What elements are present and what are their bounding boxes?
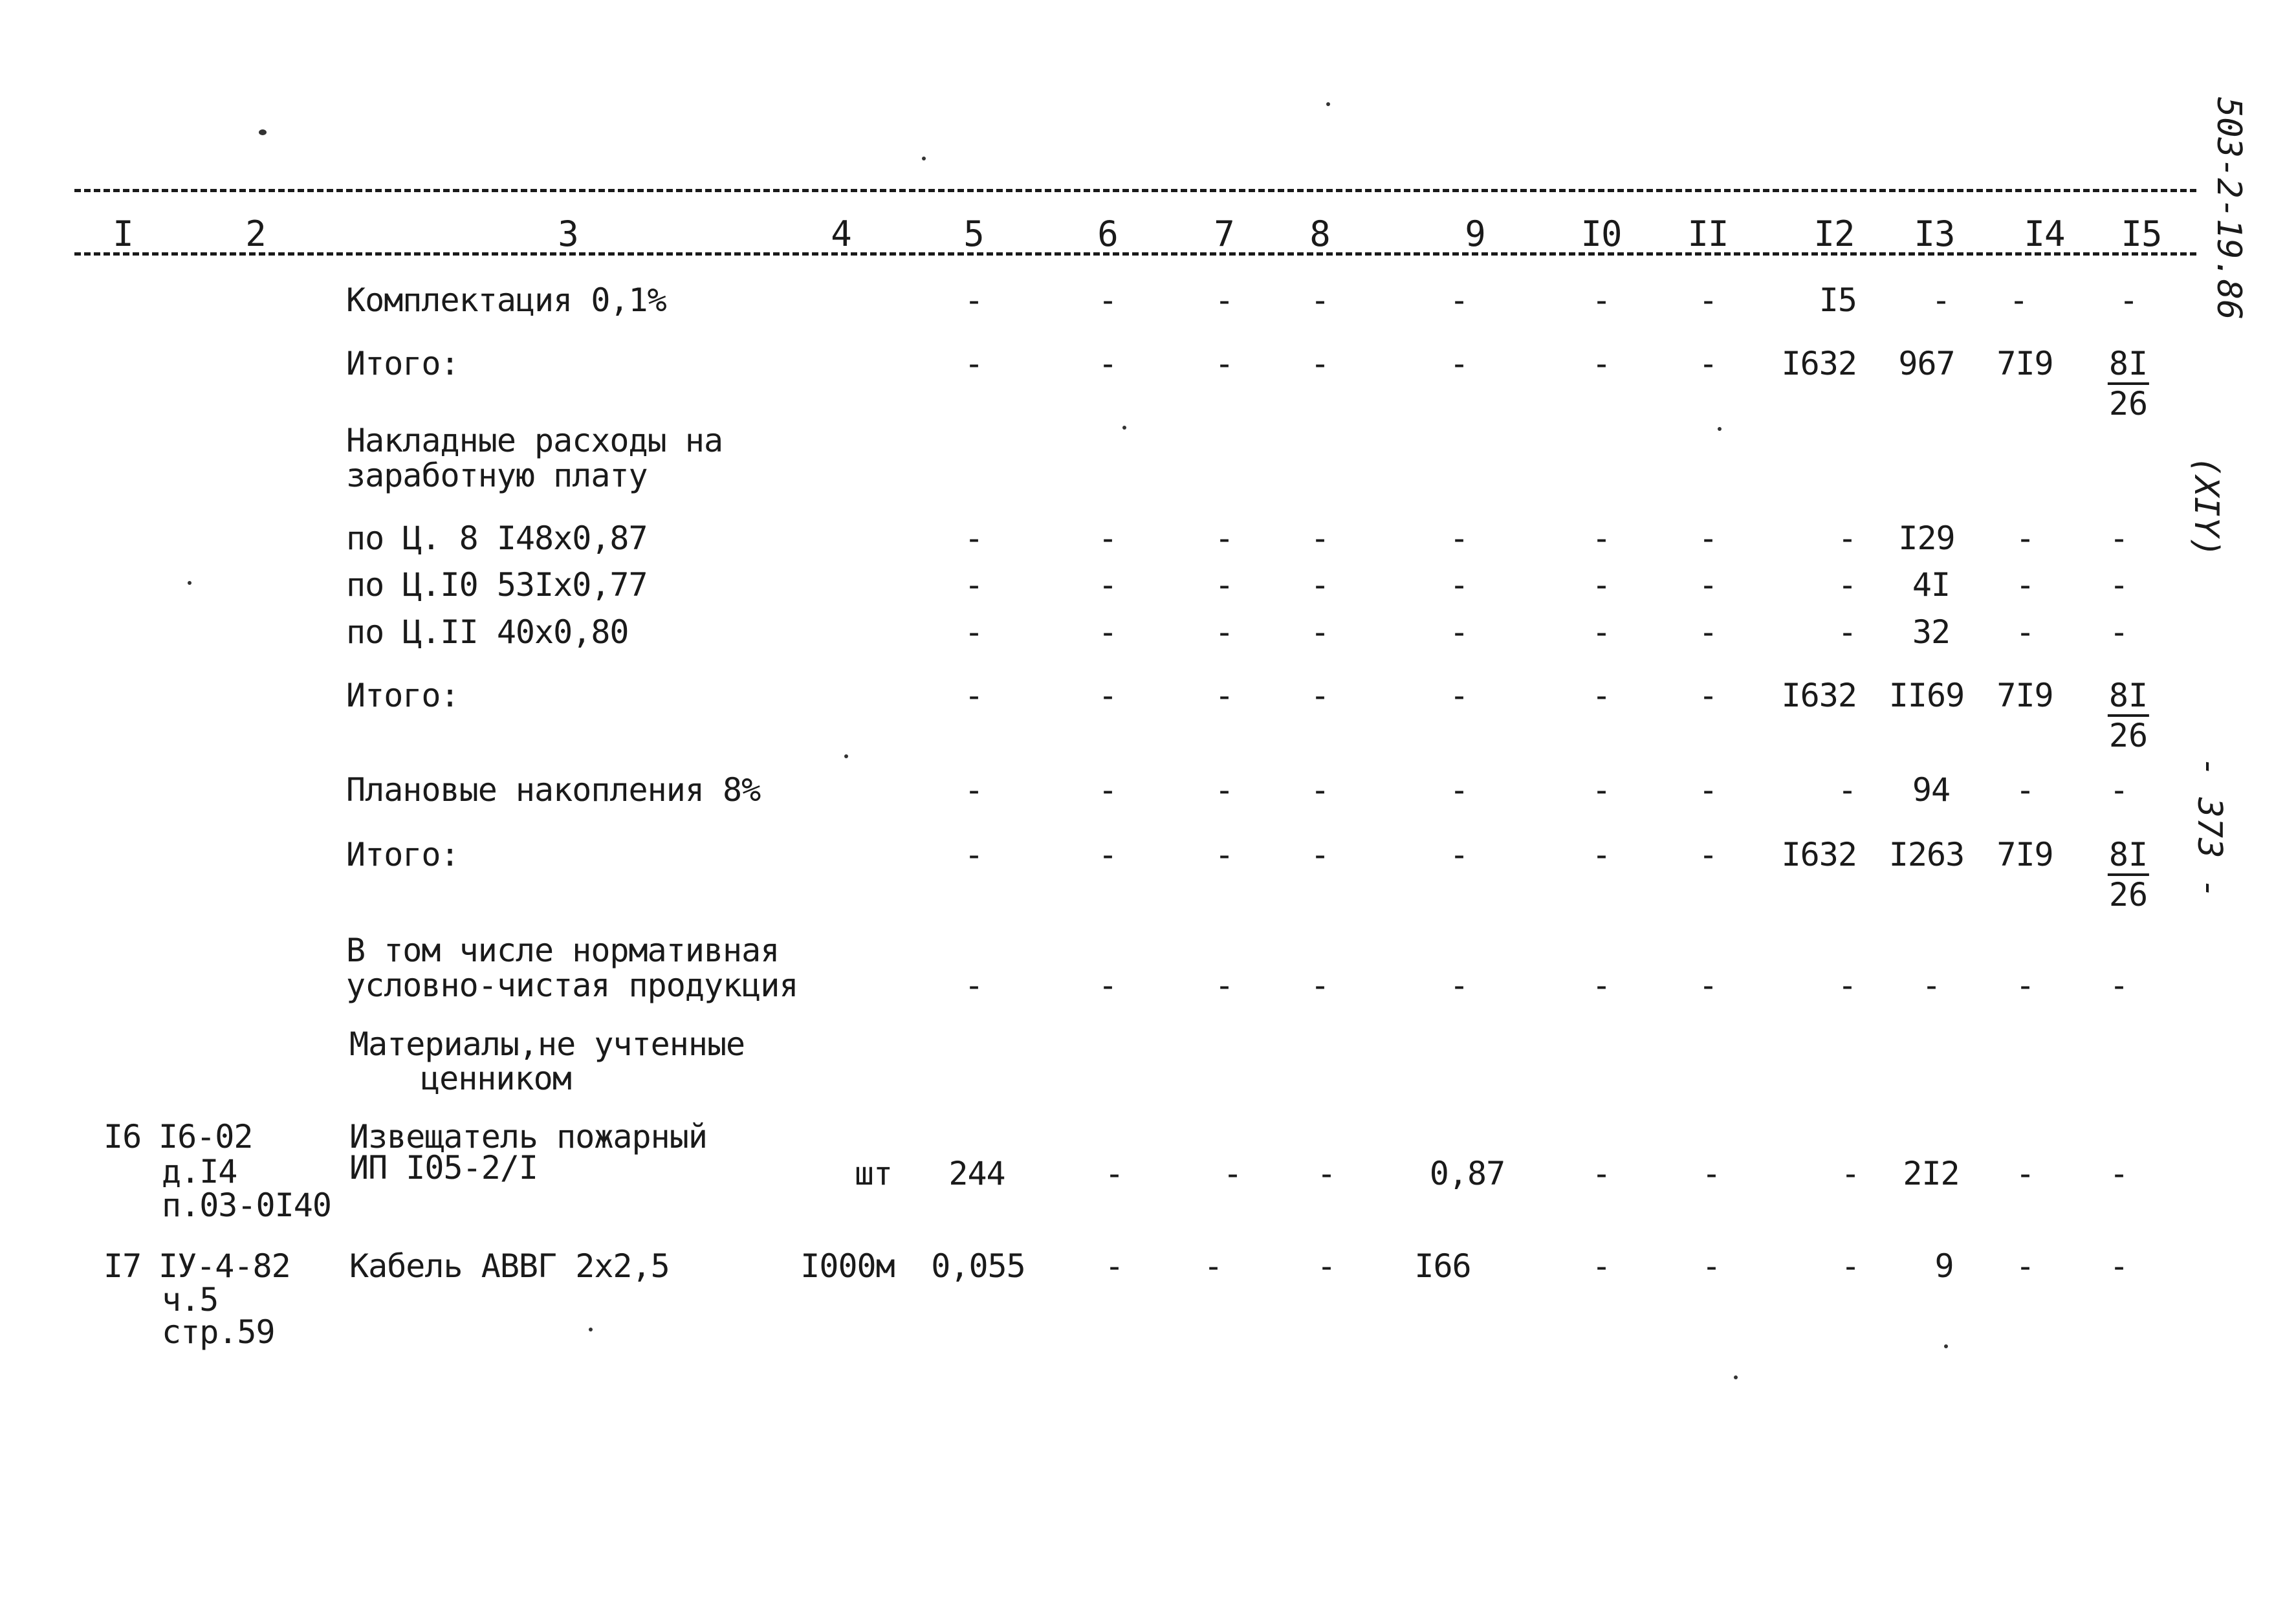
cell-col12: I632 xyxy=(1781,836,1857,873)
cell-col14: 7I9 xyxy=(1996,345,2053,382)
scan-speck xyxy=(188,581,191,585)
cell-col10: - xyxy=(1591,967,1611,1004)
cell-col15: - xyxy=(2109,967,2128,1004)
cell-col5: - xyxy=(964,281,983,319)
cell-col14: - xyxy=(2015,771,2035,809)
cell-col9: - xyxy=(1449,613,1469,651)
cell-col9: - xyxy=(1449,520,1469,557)
cell-col14: - xyxy=(2015,1247,2035,1285)
cell-col15: - xyxy=(2109,771,2128,809)
cell-col11: - xyxy=(1698,520,1718,557)
cell-col13: II69 xyxy=(1888,677,1965,714)
cell-col10: - xyxy=(1591,566,1611,604)
cell-col6: - xyxy=(1098,836,1117,873)
cell-col7: - xyxy=(1214,836,1234,873)
row-label: Итого: xyxy=(346,345,459,382)
scan-speck xyxy=(1944,1344,1948,1348)
cell-col15: - xyxy=(2119,281,2138,319)
column-header-10: I0 xyxy=(1580,213,1622,254)
cell-col5: - xyxy=(964,520,983,557)
column-header-4: 4 xyxy=(831,213,851,254)
cell-col12: - xyxy=(1837,613,1857,651)
cell-col6: - xyxy=(1098,566,1117,604)
row-reference-line3: стр.59 xyxy=(162,1313,275,1351)
cell-col13: 2I2 xyxy=(1903,1155,1960,1192)
row-reference: IУ-4-82 xyxy=(159,1247,290,1285)
row-label-line2: ИП I05-2/I xyxy=(349,1149,538,1187)
column-header-15: I5 xyxy=(2121,213,2162,254)
cell-col7: - xyxy=(1214,967,1234,1004)
cell-col15: - xyxy=(2109,1247,2128,1285)
cell-col10: - xyxy=(1591,520,1611,557)
cell-col10: - xyxy=(1591,613,1611,651)
cell-col5: - xyxy=(964,967,983,1004)
cell-col7: - xyxy=(1214,677,1234,714)
cell-col9: - xyxy=(1449,677,1469,714)
cell-col8: - xyxy=(1310,613,1329,651)
cell-col12: - xyxy=(1841,1247,1860,1285)
cell-col9: 0,87 xyxy=(1429,1155,1505,1192)
cell-col6: - xyxy=(1104,1247,1124,1285)
cell-col15-fraction xyxy=(2108,677,2149,754)
cell-col8: - xyxy=(1310,836,1329,873)
header-top-rule xyxy=(74,189,2196,192)
row-label: по Ц.II 40х0,80 xyxy=(346,613,629,651)
cell-col10: - xyxy=(1591,281,1611,319)
cell-col6: - xyxy=(1104,1155,1124,1192)
cell-col6: - xyxy=(1098,677,1117,714)
row-reference-line2: д.I4 xyxy=(162,1153,237,1190)
row-label: Комплектация 0,1% xyxy=(346,281,666,319)
cell-col10: - xyxy=(1591,771,1611,809)
cell-col15: - xyxy=(2109,520,2128,557)
cell-col13: I263 xyxy=(1888,836,1965,873)
cell-col4-unit: шт xyxy=(854,1155,893,1192)
row-number: I7 xyxy=(104,1247,142,1285)
cell-col8: - xyxy=(1310,967,1329,1004)
column-header-11: II xyxy=(1687,213,1729,254)
cell-col6: - xyxy=(1098,281,1117,319)
cell-col11: - xyxy=(1698,677,1718,714)
cell-col8: - xyxy=(1310,281,1329,319)
section-code-margin: (XIY) xyxy=(2187,456,2225,558)
cell-col13: I29 xyxy=(1898,520,1955,557)
cell-col13: 32 xyxy=(1912,613,1951,651)
row-reference-line3: п.03-0I40 xyxy=(162,1187,331,1224)
fraction-denominator: 26 xyxy=(2108,876,2148,914)
cell-col13: 4I xyxy=(1912,566,1951,604)
cell-col7: - xyxy=(1214,613,1234,651)
cell-col6: - xyxy=(1098,771,1117,809)
scan-speck xyxy=(1734,1375,1738,1379)
cell-col8: - xyxy=(1310,520,1329,557)
cell-col12: I632 xyxy=(1781,677,1857,714)
row-label: по Ц.I0 53Iх0,77 xyxy=(346,566,648,604)
cell-col7: - xyxy=(1214,345,1234,382)
column-header-14: I4 xyxy=(2024,213,2065,254)
cell-col7: - xyxy=(1214,281,1234,319)
scan-speck xyxy=(1326,102,1330,106)
row-label: Накладные расходы на xyxy=(346,422,723,459)
cell-col14: - xyxy=(2015,967,2035,1004)
cell-col9: I66 xyxy=(1414,1247,1471,1285)
page-number-margin: - 373 - xyxy=(2190,757,2229,899)
cell-col7: - xyxy=(1223,1155,1242,1192)
row-reference: I6-02 xyxy=(159,1118,253,1155)
cell-col13: - xyxy=(1921,967,1941,1004)
cell-col6: - xyxy=(1098,967,1117,1004)
cell-col8: - xyxy=(1310,566,1329,604)
row-label-line2: заработную плату xyxy=(346,457,648,494)
column-header-5: 5 xyxy=(963,213,984,254)
cell-col9: - xyxy=(1449,566,1469,604)
row-label: В том числе нормативная xyxy=(346,932,780,969)
cell-col11: - xyxy=(1698,771,1718,809)
cell-col10: - xyxy=(1591,836,1611,873)
cell-col6: - xyxy=(1098,520,1117,557)
cell-col11: - xyxy=(1701,1247,1721,1285)
cell-col12: I5 xyxy=(1819,281,1857,319)
row-label: Кабель АВВГ 2х2,5 xyxy=(349,1247,670,1285)
row-label: Плановые накопления 8% xyxy=(346,771,761,809)
column-header-3: 3 xyxy=(558,213,578,254)
cell-col9: - xyxy=(1449,281,1469,319)
cell-col10: - xyxy=(1591,677,1611,714)
cell-col10: - xyxy=(1591,1155,1611,1192)
cell-col9: - xyxy=(1449,345,1469,382)
cell-col14: - xyxy=(2015,566,2035,604)
cell-col14: - xyxy=(2009,281,2028,319)
scan-speck xyxy=(589,1328,593,1331)
cell-col15: - xyxy=(2109,566,2128,604)
cell-col13: - xyxy=(1931,281,1951,319)
cell-col4-unit: I000м xyxy=(800,1247,895,1285)
cell-col9: - xyxy=(1449,967,1469,1004)
row-reference-line2: ч.5 xyxy=(162,1281,219,1319)
cell-col8: - xyxy=(1310,677,1329,714)
column-header-8: 8 xyxy=(1309,213,1330,254)
scan-speck xyxy=(922,157,926,160)
row-label: Материалы,не учтенные xyxy=(349,1025,745,1063)
cell-col14: - xyxy=(2015,1155,2035,1192)
cell-col7: - xyxy=(1214,520,1234,557)
header-bottom-rule xyxy=(74,252,2196,256)
fraction-numerator: 8I xyxy=(2108,345,2149,385)
cell-col13: 9 xyxy=(1934,1247,1954,1285)
cell-col5: - xyxy=(964,677,983,714)
column-header-6: 6 xyxy=(1097,213,1118,254)
scan-speck xyxy=(1718,427,1722,431)
fraction-denominator: 26 xyxy=(2108,717,2148,754)
cell-col10: - xyxy=(1591,1247,1611,1285)
cell-col11: - xyxy=(1698,345,1718,382)
cell-col10: - xyxy=(1591,345,1611,382)
cell-col14: 7I9 xyxy=(1996,677,2053,714)
cell-col7: - xyxy=(1203,1247,1223,1285)
cell-col6: - xyxy=(1098,613,1117,651)
cell-col12: - xyxy=(1837,967,1857,1004)
cell-col11: - xyxy=(1698,967,1718,1004)
row-label: Итого: xyxy=(346,836,459,873)
cell-col6: - xyxy=(1098,345,1117,382)
cell-col7: - xyxy=(1214,771,1234,809)
document-code-margin: 503-2-19.86 xyxy=(2209,97,2248,320)
cell-col11: - xyxy=(1698,281,1718,319)
cell-col9: - xyxy=(1449,771,1469,809)
cell-col12: - xyxy=(1837,566,1857,604)
cell-col5: - xyxy=(964,345,983,382)
fraction-numerator: 8I xyxy=(2108,677,2149,717)
row-label-line2: ценником xyxy=(421,1060,571,1097)
cell-col12: - xyxy=(1841,1155,1860,1192)
column-header-9: 9 xyxy=(1465,213,1485,254)
cell-col5: - xyxy=(964,566,983,604)
column-header-2: 2 xyxy=(245,213,266,254)
cell-col5: - xyxy=(964,836,983,873)
cell-col8: - xyxy=(1310,771,1329,809)
cell-col15-fraction xyxy=(2108,345,2149,422)
fraction-numerator: 8I xyxy=(2108,836,2149,876)
scan-speck xyxy=(844,754,848,758)
column-header-13: I3 xyxy=(1914,213,1955,254)
cell-col11: - xyxy=(1701,1155,1721,1192)
column-header-7: 7 xyxy=(1214,213,1234,254)
cell-col11: - xyxy=(1698,836,1718,873)
cell-col5: - xyxy=(964,613,983,651)
row-label: Извещатель пожарный xyxy=(349,1118,707,1155)
cell-col15: - xyxy=(2109,613,2128,651)
scan-speck xyxy=(259,129,267,135)
cell-col12: - xyxy=(1837,771,1857,809)
cell-col8: - xyxy=(1310,345,1329,382)
cell-col15: - xyxy=(2109,1155,2128,1192)
cell-col5: 244 xyxy=(948,1155,1005,1192)
cell-col5: 0,055 xyxy=(931,1247,1025,1285)
cell-col8: - xyxy=(1317,1247,1336,1285)
cell-col14: 7I9 xyxy=(1996,836,2053,873)
column-header-1: I xyxy=(113,213,133,254)
cell-col13: 94 xyxy=(1912,771,1951,809)
cell-col12: I632 xyxy=(1781,345,1857,382)
cell-col12: - xyxy=(1837,520,1857,557)
scan-speck xyxy=(1122,426,1126,430)
cell-col8: - xyxy=(1317,1155,1336,1192)
column-header-12: I2 xyxy=(1813,213,1855,254)
row-label: Итого: xyxy=(346,677,459,714)
cell-col11: - xyxy=(1698,613,1718,651)
cell-col11: - xyxy=(1698,566,1718,604)
cell-col14: - xyxy=(2015,520,2035,557)
cell-col7: - xyxy=(1214,566,1234,604)
row-label: по Ц. 8 I48х0,87 xyxy=(346,520,648,557)
cell-col9: - xyxy=(1449,836,1469,873)
fraction-denominator: 26 xyxy=(2108,385,2148,422)
row-label-line2: условно-чистая продукция xyxy=(346,967,798,1004)
cell-col13: 967 xyxy=(1898,345,1955,382)
cell-col15-fraction xyxy=(2108,836,2149,914)
row-number: I6 xyxy=(104,1118,142,1155)
cell-col14: - xyxy=(2015,613,2035,651)
cell-col5: - xyxy=(964,771,983,809)
